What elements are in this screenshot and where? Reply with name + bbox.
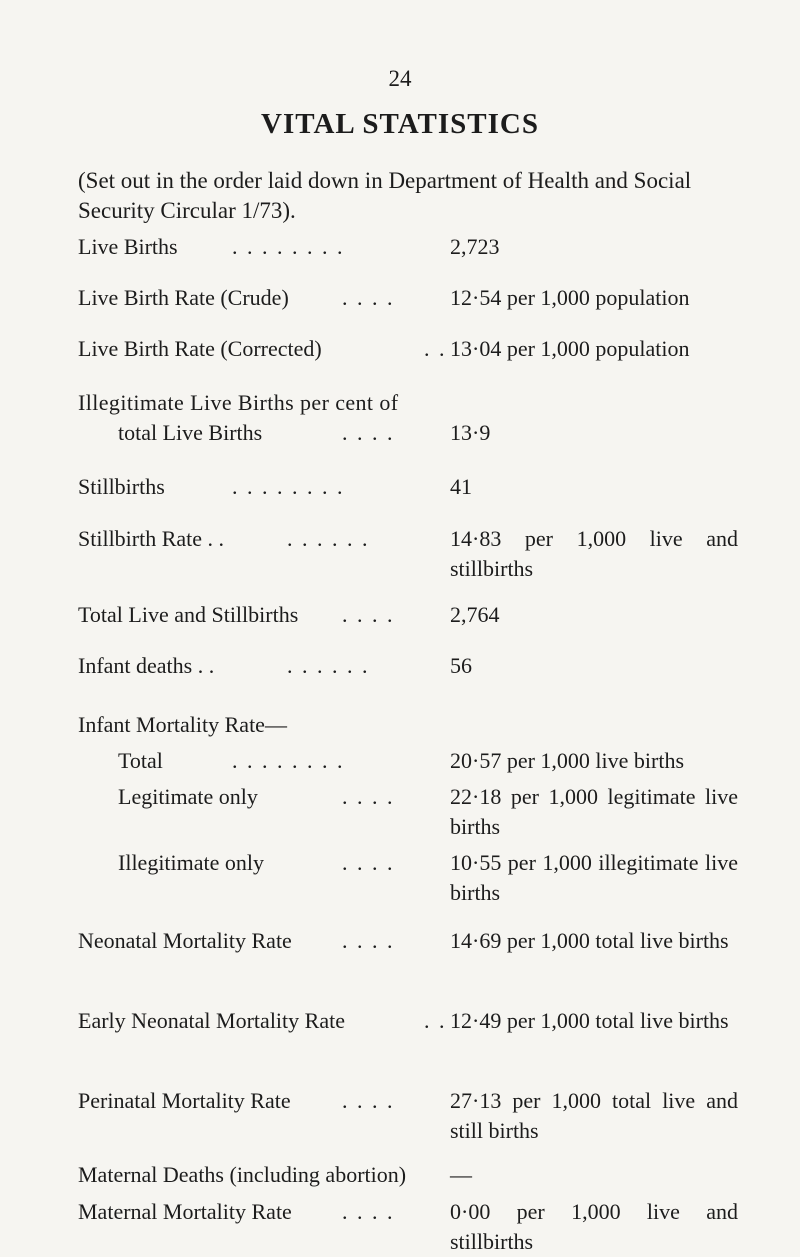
intro-text: (Set out in the order laid down in Department of Health and Social Security Circular 1/73). — [78, 168, 692, 223]
page-number: 24 — [388, 66, 412, 91]
stat-label: Stillbirth Rate . . — [78, 526, 225, 551]
stat-label: Total Live and Stillbirths — [78, 602, 299, 627]
stat-value: 2,723 — [450, 234, 500, 259]
stat-value: 2,764 — [450, 602, 500, 627]
stat-value: — — [450, 1162, 472, 1187]
stat-label: Early Neonatal Mortality Rate — [78, 1008, 345, 1033]
leader-dots: . . . . . . . . — [232, 748, 345, 773]
leader-dots: . . . . . . . . — [232, 234, 345, 259]
stat-value: 20·57 per 1,000 live births — [450, 748, 685, 773]
stat-label: Legitimate only — [118, 784, 258, 809]
stat-value: 14·83 per 1,000 live and stillbirths — [450, 526, 738, 581]
stat-label: Live Birth Rate (Crude) — [78, 285, 289, 310]
stat-value: 12·54 per 1,000 population — [450, 285, 690, 310]
stat-label-line2: total Live Births — [118, 420, 263, 445]
stat-value: 0·00 per 1,000 live and stillbirths — [450, 1199, 738, 1254]
stat-value: 13·9 — [450, 420, 491, 445]
stat-value: 14·69 per 1,000 total live births — [450, 928, 729, 953]
leader-dots: . . . . — [342, 1088, 395, 1113]
infant-mortality-heading: Infant Mortality Rate— — [78, 712, 287, 737]
stat-value: 10·55 per 1,000 illegitimate live births — [450, 850, 738, 905]
stat-value: 13·04 per 1,000 population — [450, 336, 690, 361]
stat-value: 41 — [450, 474, 472, 499]
stat-label: Maternal Deaths (including abortion) — [78, 1162, 407, 1187]
stat-label: Maternal Mortality Rate — [78, 1199, 292, 1224]
leader-dots: . . . . — [342, 1199, 395, 1224]
stat-label: Perinatal Mortality Rate — [78, 1088, 291, 1113]
stat-label: Stillbirths — [78, 474, 165, 499]
leader-dots: . . . . — [342, 784, 395, 809]
leader-dots: . . — [424, 1008, 447, 1033]
stat-label: Total — [118, 748, 163, 773]
leader-dots: . . . . . . — [287, 526, 370, 551]
stat-label: Infant deaths . . — [78, 653, 215, 678]
leader-dots: . . . . . . — [287, 653, 370, 678]
stat-value: 56 — [450, 653, 472, 678]
leader-dots: . . . . — [342, 420, 395, 445]
leader-dots: . . . . — [342, 928, 395, 953]
page-title: VITAL STATISTICS — [261, 108, 539, 140]
stat-value: 27·13 per 1,000 total live and still births — [450, 1088, 738, 1143]
stat-label: Live Birth Rate (Corrected) — [78, 336, 322, 361]
stat-value: 12·49 per 1,000 total live births — [450, 1008, 729, 1033]
stat-label-line1: Illegitimate Live Births per cent of — [78, 390, 399, 415]
stat-value: 22·18 per 1,000 legitimate live births — [450, 784, 738, 839]
leader-dots: . . . . — [342, 602, 395, 627]
leader-dots: . . — [424, 336, 447, 361]
leader-dots: . . . . — [342, 285, 395, 310]
stat-label: Illegitimate only — [118, 850, 265, 875]
leader-dots: . . . . . . . . — [232, 474, 345, 499]
stat-label: Live Births — [78, 234, 178, 259]
stat-label: Neonatal Mortality Rate — [78, 928, 292, 953]
leader-dots: . . . . — [342, 850, 395, 875]
